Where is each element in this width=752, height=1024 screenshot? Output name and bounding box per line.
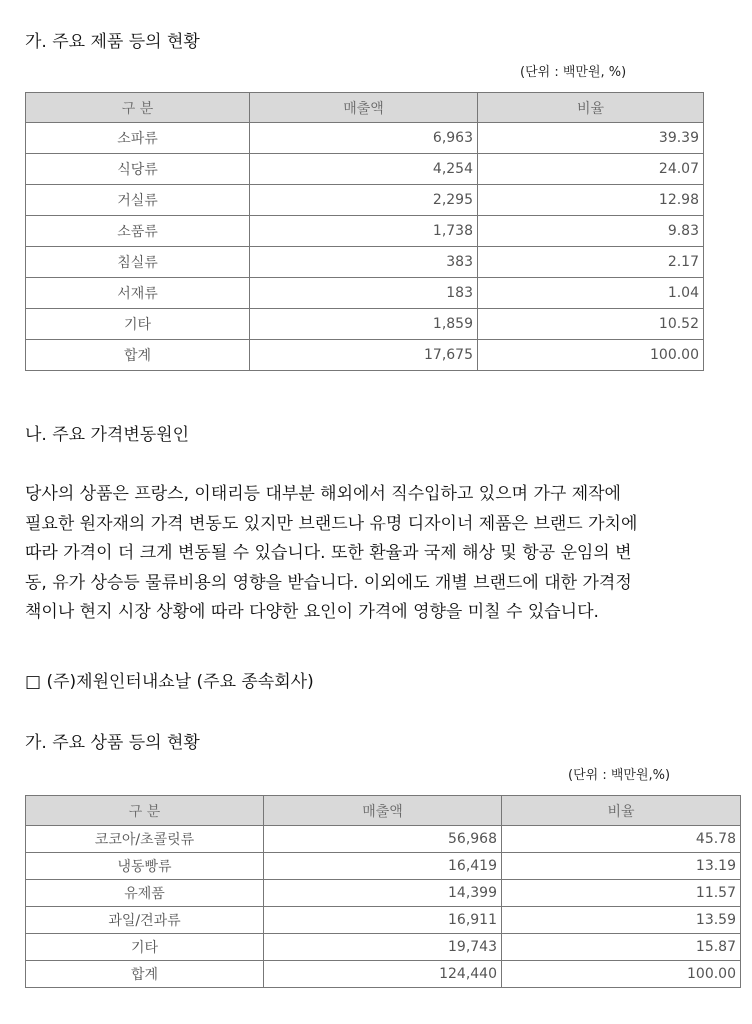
header-category: 구 분 bbox=[26, 796, 264, 826]
cell-ratio: 12.98 bbox=[478, 185, 704, 216]
cell-ratio: 100.00 bbox=[502, 961, 741, 988]
cell-sales: 1,738 bbox=[250, 216, 478, 247]
cell-category: 기타 bbox=[26, 934, 264, 961]
cell-sales: 16,911 bbox=[264, 907, 502, 934]
cell-sales: 2,295 bbox=[250, 185, 478, 216]
cell-category: 소파류 bbox=[26, 123, 250, 154]
paragraph-line: 동, 유가 상승등 물류비용의 영향을 받습니다. 이외에도 개별 브랜드에 대한 가격정 bbox=[25, 572, 632, 593]
cell-ratio: 11.57 bbox=[502, 880, 741, 907]
cell-category: 코코아/초콜릿류 bbox=[26, 826, 264, 853]
cell-ratio: 39.39 bbox=[478, 123, 704, 154]
table-row bbox=[26, 907, 741, 934]
cell-ratio: 15.87 bbox=[502, 934, 741, 961]
cell-sales: 14,399 bbox=[264, 880, 502, 907]
table-row bbox=[26, 278, 704, 309]
header-category: 구 분 bbox=[26, 93, 250, 123]
table-row bbox=[26, 247, 704, 278]
table-row bbox=[26, 123, 704, 154]
cell-ratio: 10.52 bbox=[478, 309, 704, 340]
cell-category: 소품류 bbox=[26, 216, 250, 247]
table-row bbox=[26, 826, 741, 853]
cell-sales: 19,743 bbox=[264, 934, 502, 961]
cell-sales: 6,963 bbox=[250, 123, 478, 154]
header-sales: 매출액 bbox=[250, 93, 478, 123]
price-change-paragraph bbox=[25, 480, 740, 628]
cell-sales: 56,968 bbox=[264, 826, 502, 853]
table-row bbox=[26, 185, 704, 216]
cell-category: 식당류 bbox=[26, 154, 250, 185]
table-row bbox=[26, 216, 704, 247]
cell-category: 합계 bbox=[26, 961, 264, 988]
table-row bbox=[26, 853, 741, 880]
header-sales: 매출액 bbox=[264, 796, 502, 826]
cell-ratio: 24.07 bbox=[478, 154, 704, 185]
table-row bbox=[26, 934, 741, 961]
paragraph-line: 당사의 상품은 프랑스, 이태리등 대부분 해외에서 직수입하고 있으며 가구 제작에 bbox=[25, 484, 621, 504]
section3-heading: 가. 주요 상품 등의 현황 bbox=[25, 733, 200, 753]
cell-ratio: 13.59 bbox=[502, 907, 741, 934]
cell-category: 과일/견과류 bbox=[26, 907, 264, 934]
cell-sales: 17,675 bbox=[250, 340, 478, 371]
table-row bbox=[26, 154, 704, 185]
cell-category: 합계 bbox=[26, 340, 250, 371]
cell-ratio: 9.83 bbox=[478, 216, 704, 247]
cell-ratio: 45.78 bbox=[502, 826, 741, 853]
header-ratio: 비율 bbox=[502, 796, 741, 826]
cell-sales: 124,440 bbox=[264, 961, 502, 988]
section3-unit: (단위 : 백만원,%) bbox=[568, 768, 671, 783]
cell-sales: 183 bbox=[250, 278, 478, 309]
table-row bbox=[26, 880, 741, 907]
cell-ratio: 2.17 bbox=[478, 247, 704, 278]
cell-sales: 383 bbox=[250, 247, 478, 278]
cell-ratio: 13.19 bbox=[502, 853, 741, 880]
cell-sales: 16,419 bbox=[264, 853, 502, 880]
paragraph-line: 책이나 현지 시장 상황에 따라 다양한 요인이 가격에 영향을 미칠 수 있습니다. bbox=[25, 602, 599, 622]
table-row bbox=[26, 961, 741, 988]
section1-heading: 가. 주요 제품 등의 현황 bbox=[25, 32, 200, 52]
subsidiary-heading: □ (주)제원인터내쇼날 (주요 종속회사) bbox=[25, 672, 314, 692]
table-row bbox=[26, 309, 704, 340]
paragraph-line: 필요한 원자재의 가격 변동도 있지만 브랜드나 유명 디자이너 제품은 브랜드 가치에 bbox=[25, 513, 638, 534]
cell-category: 냉동빵류 bbox=[26, 853, 264, 880]
product-sales-table bbox=[25, 92, 704, 371]
cell-category: 침실류 bbox=[26, 247, 250, 278]
cell-sales: 4,254 bbox=[250, 154, 478, 185]
section2-heading: 나. 주요 가격변동원인 bbox=[25, 425, 190, 445]
paragraph-line: 따라 가격이 더 크게 변동될 수 있습니다. 또한 환율과 국제 해상 및 항공 운임의 변 bbox=[25, 543, 632, 563]
cell-sales: 1,859 bbox=[250, 309, 478, 340]
cell-category: 거실류 bbox=[26, 185, 250, 216]
subsidiary-sales-table bbox=[25, 795, 741, 988]
cell-ratio: 100.00 bbox=[478, 340, 704, 371]
cell-category: 유제품 bbox=[26, 880, 264, 907]
cell-ratio: 1.04 bbox=[478, 278, 704, 309]
section1-unit: (단위 : 백만원, %) bbox=[520, 65, 627, 80]
cell-category: 기타 bbox=[26, 309, 250, 340]
table-row bbox=[26, 340, 704, 371]
cell-category: 서재류 bbox=[26, 278, 250, 309]
header-ratio: 비율 bbox=[478, 93, 704, 123]
